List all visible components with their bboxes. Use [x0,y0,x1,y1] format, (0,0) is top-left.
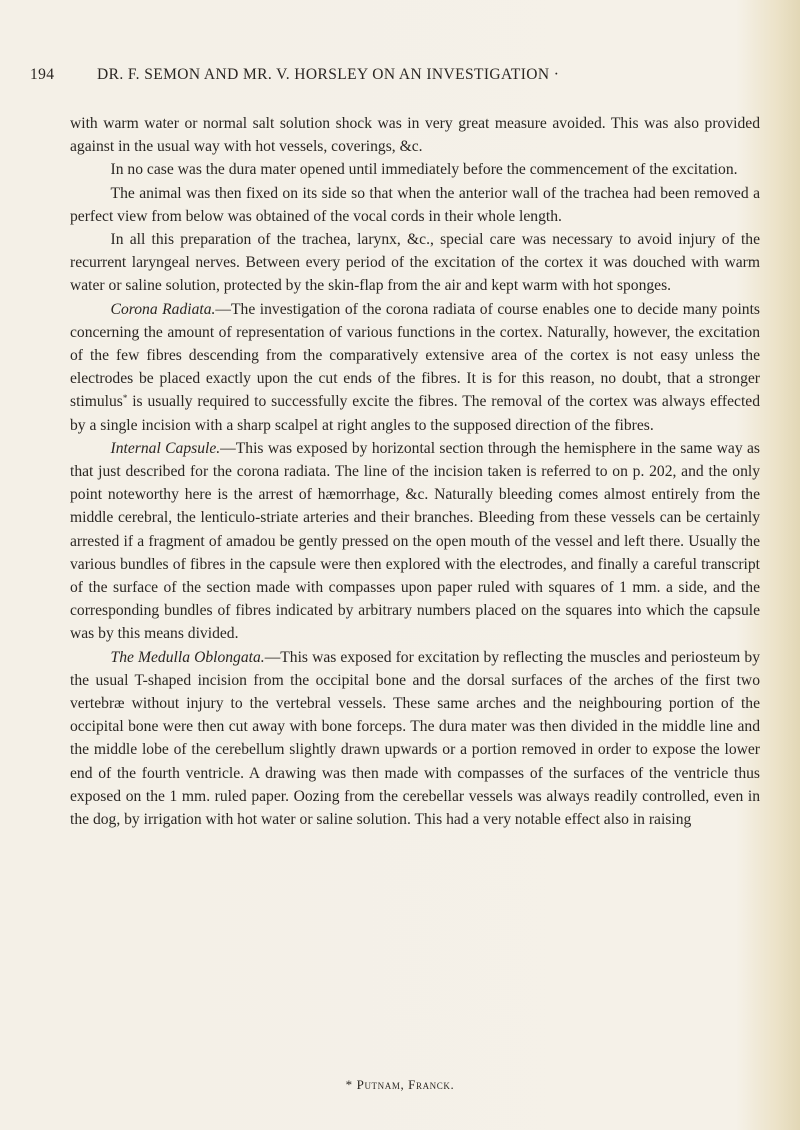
footnote-reference-mark: * [122,393,128,404]
corona-radiata-text-a: —The investigation of the corona radiata of course enables one to decide many points concerning the amount of representation of various functions in the cortex. Naturally, however, the excitation of the few fibres descending from the comparatively extensive area of the cortex is not easy unless the electrodes be placed exactly upon the cut ends of the fibres. It is for this reason, no doubt, that a stronger stimulus [70,300,760,411]
footnote-mark: * [345,1077,353,1092]
paragraph-medulla-oblongata [70,646,760,832]
medulla-oblongata-text: —This was exposed for excitation by reflecting the muscles and periosteum by the usual T-shaped incision from the occipital bone and the dorsal surfaces of the arches of the first two vertebræ without injury to the vertebral vessels. These same arches and the neighbouring portion of the occipital bone were then cut away with bone forceps. The dura mater was then divided in the middle line and the middle lobe of the cerebellum slightly drawn upwards or a portion removed in order to expose the lower end of the fourth ventricle. A drawing was then made with compasses of the surfaces of the ventricle thus exposed on the 1 mm. ruled paper. Oozing from the cerebellar vessels was always readily controlled, even in the dog, by irrigation with hot water or saline solution. This had a very notable effect also in raising [70,648,760,829]
internal-capsule-text: —This was exposed by horizontal section through the hemisphere in the same way as that just described for the corona radiata. The line of the incision taken is referred to on p. 202, and the only point noteworthy here is the arrest of hæmorrhage, &c. Naturally bleeding comes almost entirely from the middle cerebral, the lenticulo-striate arteries and their branches. Bleeding from these vessels can be certainly arrested if a fragment of amadou be gently pressed on the open mouth of the vessel and left there. Usually the various bundles of fibres in the capsule were then explored with the electrodes, and finally a careful transcript of the surface of the section made with compasses upon paper ruled with squares of 1 mm. a side, and the corresponding bundles of fibres indicated by arbitrary numbers placed on the squares into which the capsule was by this means divided. [70,439,760,643]
paragraph-internal-capsule [70,437,760,646]
paragraph-preparation: In all this preparation of the trachea, larynx, &c., special care was necessary to avoid injury of the recurrent laryngeal nerves. Between every period of the excitation of the cortex it was douched with warm water or saline solution, protected by the skin-flap from the air and kept warm with hot sponges. [70,231,760,295]
section-heading-internal-capsule: Internal Capsule. [110,439,221,457]
corona-radiata-text-b: is usually required to successfully excite the fibres. The removal of the cortex was always effected by a single incision with a sharp scalpel at right angles to the supposed direction of the fibres. [70,393,760,434]
paragraph-animal-fixed: The animal was then fixed on its side so that when the anterior wall of the trachea had been removed a perfect view from below was obtained of the vocal cords in their whole length. [70,184,760,225]
section-heading-corona-radiata: Corona Radiata. [110,300,216,318]
section-heading-medulla-oblongata: The Medulla Oblongata. [110,648,265,666]
footnote-text: Putnam, Franck. [356,1077,455,1092]
paragraph-continuation: with warm water or normal salt solution shock was in very great measure avoided. This was also provided against in the usual way with hot vessels, coverings, &c. [70,115,760,156]
running-title: DR. F. SEMON AND MR. V. HORSLEY ON AN INVESTIGATION · [97,66,560,83]
paragraph-dura-mater: In no case was the dura mater opened until immediately before the commencement of the excitation. [110,161,738,179]
body-text [70,112,760,831]
page-number: 194 [30,66,55,83]
running-header [30,66,710,90]
paragraph-corona-radiata [70,298,760,437]
footnote [0,1077,800,1093]
